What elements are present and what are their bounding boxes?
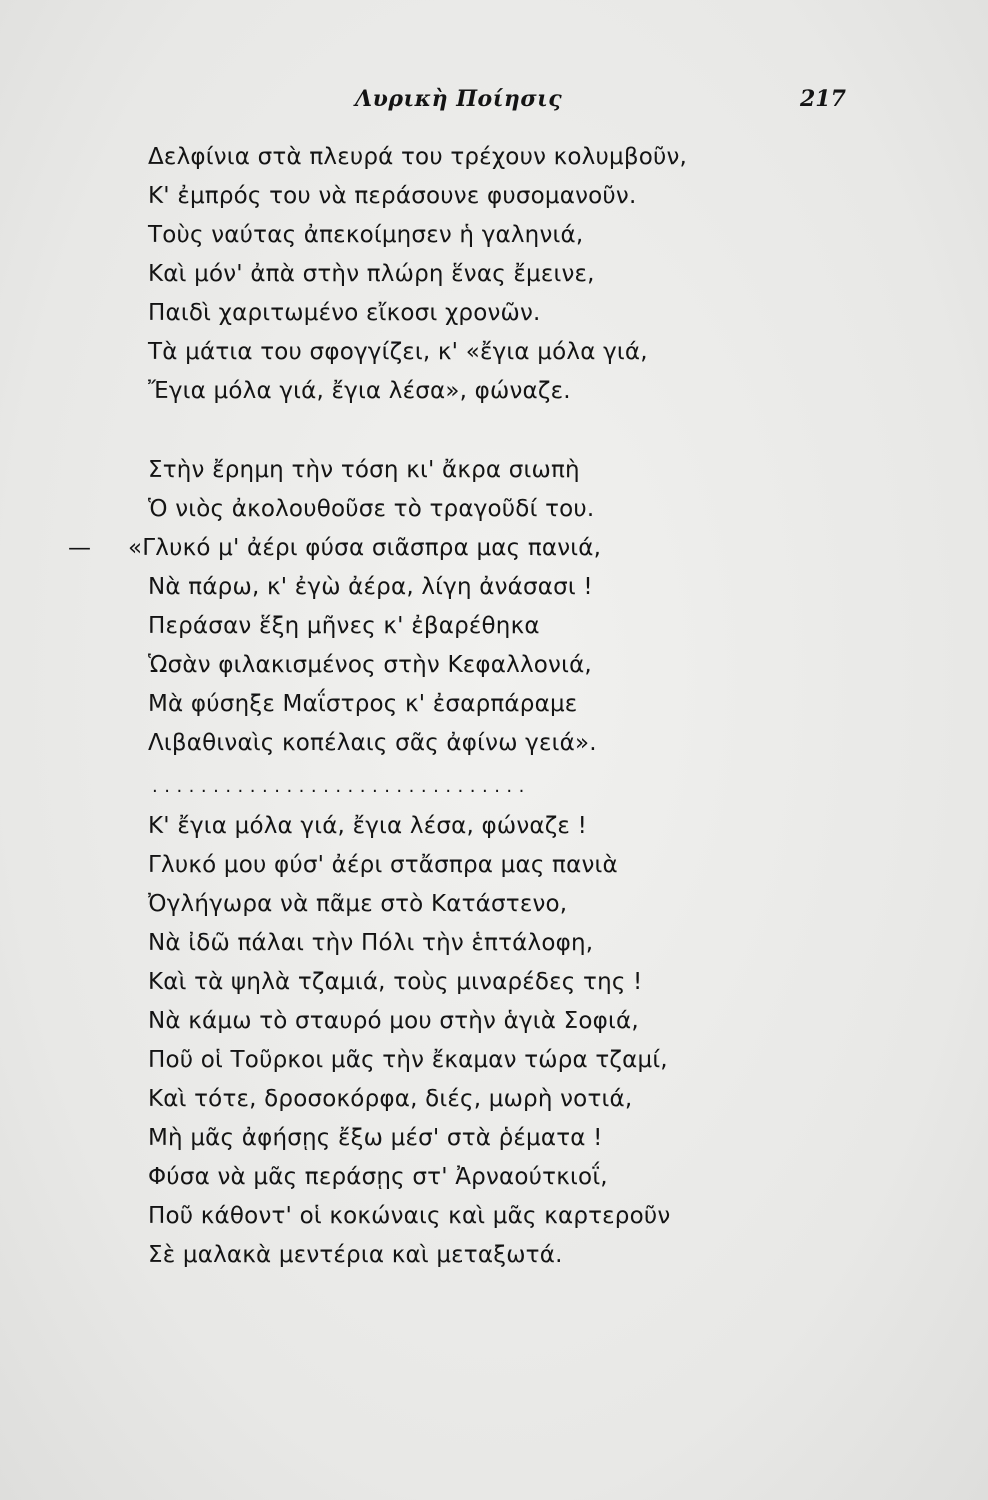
verse-line: Μὴ μᾶς ἀφήσῃς ἔξω μέσ' στὰ ῥέματα ! (148, 1125, 603, 1151)
verse-line: Καὶ μόν' ἀπὰ στὴν πλώρη ἕνας ἔμεινε, (148, 261, 595, 287)
verse-line: Σὲ μαλακὰ μεντέρια καὶ μεταξωτά. (148, 1242, 563, 1268)
verse-line: Ὀγλήγωρα νὰ πᾶμε στὸ Κατάστενο, (148, 891, 568, 917)
verse-line: Δελφίνια στὰ πλευρά του τρέχουν κολυμβοῦν, (148, 144, 688, 170)
verse-line: Ὁ νιὸς ἀκολουθοῦσε τὸ τραγοῦδί του. (148, 496, 595, 522)
verse-line: Γλυκό μου φύσ' ἀέρι στἄσπρα μας πανιὰ (148, 852, 618, 878)
verse-line: Καὶ τότε, δροσοκόρφα, διές, μωρὴ νοτιά, (148, 1086, 633, 1112)
verse-line: Τοὺς ναύτας ἀπεκοίμησεν ἡ γαληνιά, (148, 222, 584, 248)
stanza-2 (68, 451, 868, 763)
verse-line: Περάσαν ἕξη μῆνες κ' ἐβαρέθηκα (148, 613, 540, 639)
verse-line: Ἔγια μόλα γιά, ἔγια λέσα», φώναζε. (148, 378, 571, 404)
verse-line: Νὰ πάρω, κ' ἐγὼ ἀέρα, λίγη ἀνάσασι ! (148, 574, 593, 600)
dialogue-line (68, 529, 868, 568)
verse-line: Μὰ φύσηξε Μαΐστρος κ' ἐσαρπάραμε (148, 691, 578, 717)
verse-line: Ποῦ κάθοντ' οἱ κοκώναις καὶ μᾶς καρτεροῦν (148, 1203, 671, 1229)
header-title: Λυρικὴ Ποίησις (355, 86, 563, 112)
stanza-break (148, 411, 868, 451)
verse-line: Νὰ κάμω τὸ σταυρό μου στὴν ἁγιὰ Σοφιά, (148, 1008, 639, 1034)
poem-body (68, 138, 868, 1275)
verse-line: Τὰ μάτια του σφογγίζει, κ' «ἔγια μόλα γιά, (148, 339, 648, 365)
verse-line: Ποῦ οἱ Τοῦρκοι μᾶς τὴν ἔκαμαν τώρα τζαμί, (148, 1047, 668, 1073)
verse-line: Κ' ἐμπρός του νὰ περάσουνε φυσομανοῦν. (148, 183, 637, 209)
ellipsis-separator: ............................... (152, 776, 531, 797)
verse-line: Κ' ἔγια μόλα γιά, ἔγια λέσα, φώναζε ! (148, 813, 587, 839)
stanza-3 (148, 767, 868, 1275)
verse-line: Νὰ ἰδῶ πάλαι τὴν Πόλι τὴν ἑπτάλοφη, (148, 930, 594, 956)
verse-line: Λιβαθιναὶς κοπέλαις σᾶς ἀφίνω γειά». (148, 730, 597, 756)
verse-line: Φύσα νὰ μᾶς περάσῃς στ' Ἀρναούτκιοΐ, (148, 1164, 608, 1190)
page-number: 217 (800, 86, 846, 112)
stanza-1 (148, 138, 868, 411)
verse-line: Καὶ τὰ ψηλὰ τζαμιά, τοὺς μιναρέδες της ! (148, 969, 643, 995)
dialogue-dash: — (68, 535, 92, 561)
dialogue-text: «Γλυκό μ' ἀέρι φύσα σιᾶσπρα μας πανιά, (128, 535, 602, 561)
verse-line: Παιδὶ χαριτωμένο εἴκοσι χρονῶν. (148, 300, 541, 326)
running-head (0, 86, 988, 116)
verse-line: Ὡσὰν φιλακισμένος στὴν Κεφαλλονιά, (148, 652, 592, 678)
verse-line: Στὴν ἔρημη τὴν τόση κι' ἄκρα σιωπὴ (148, 457, 580, 483)
